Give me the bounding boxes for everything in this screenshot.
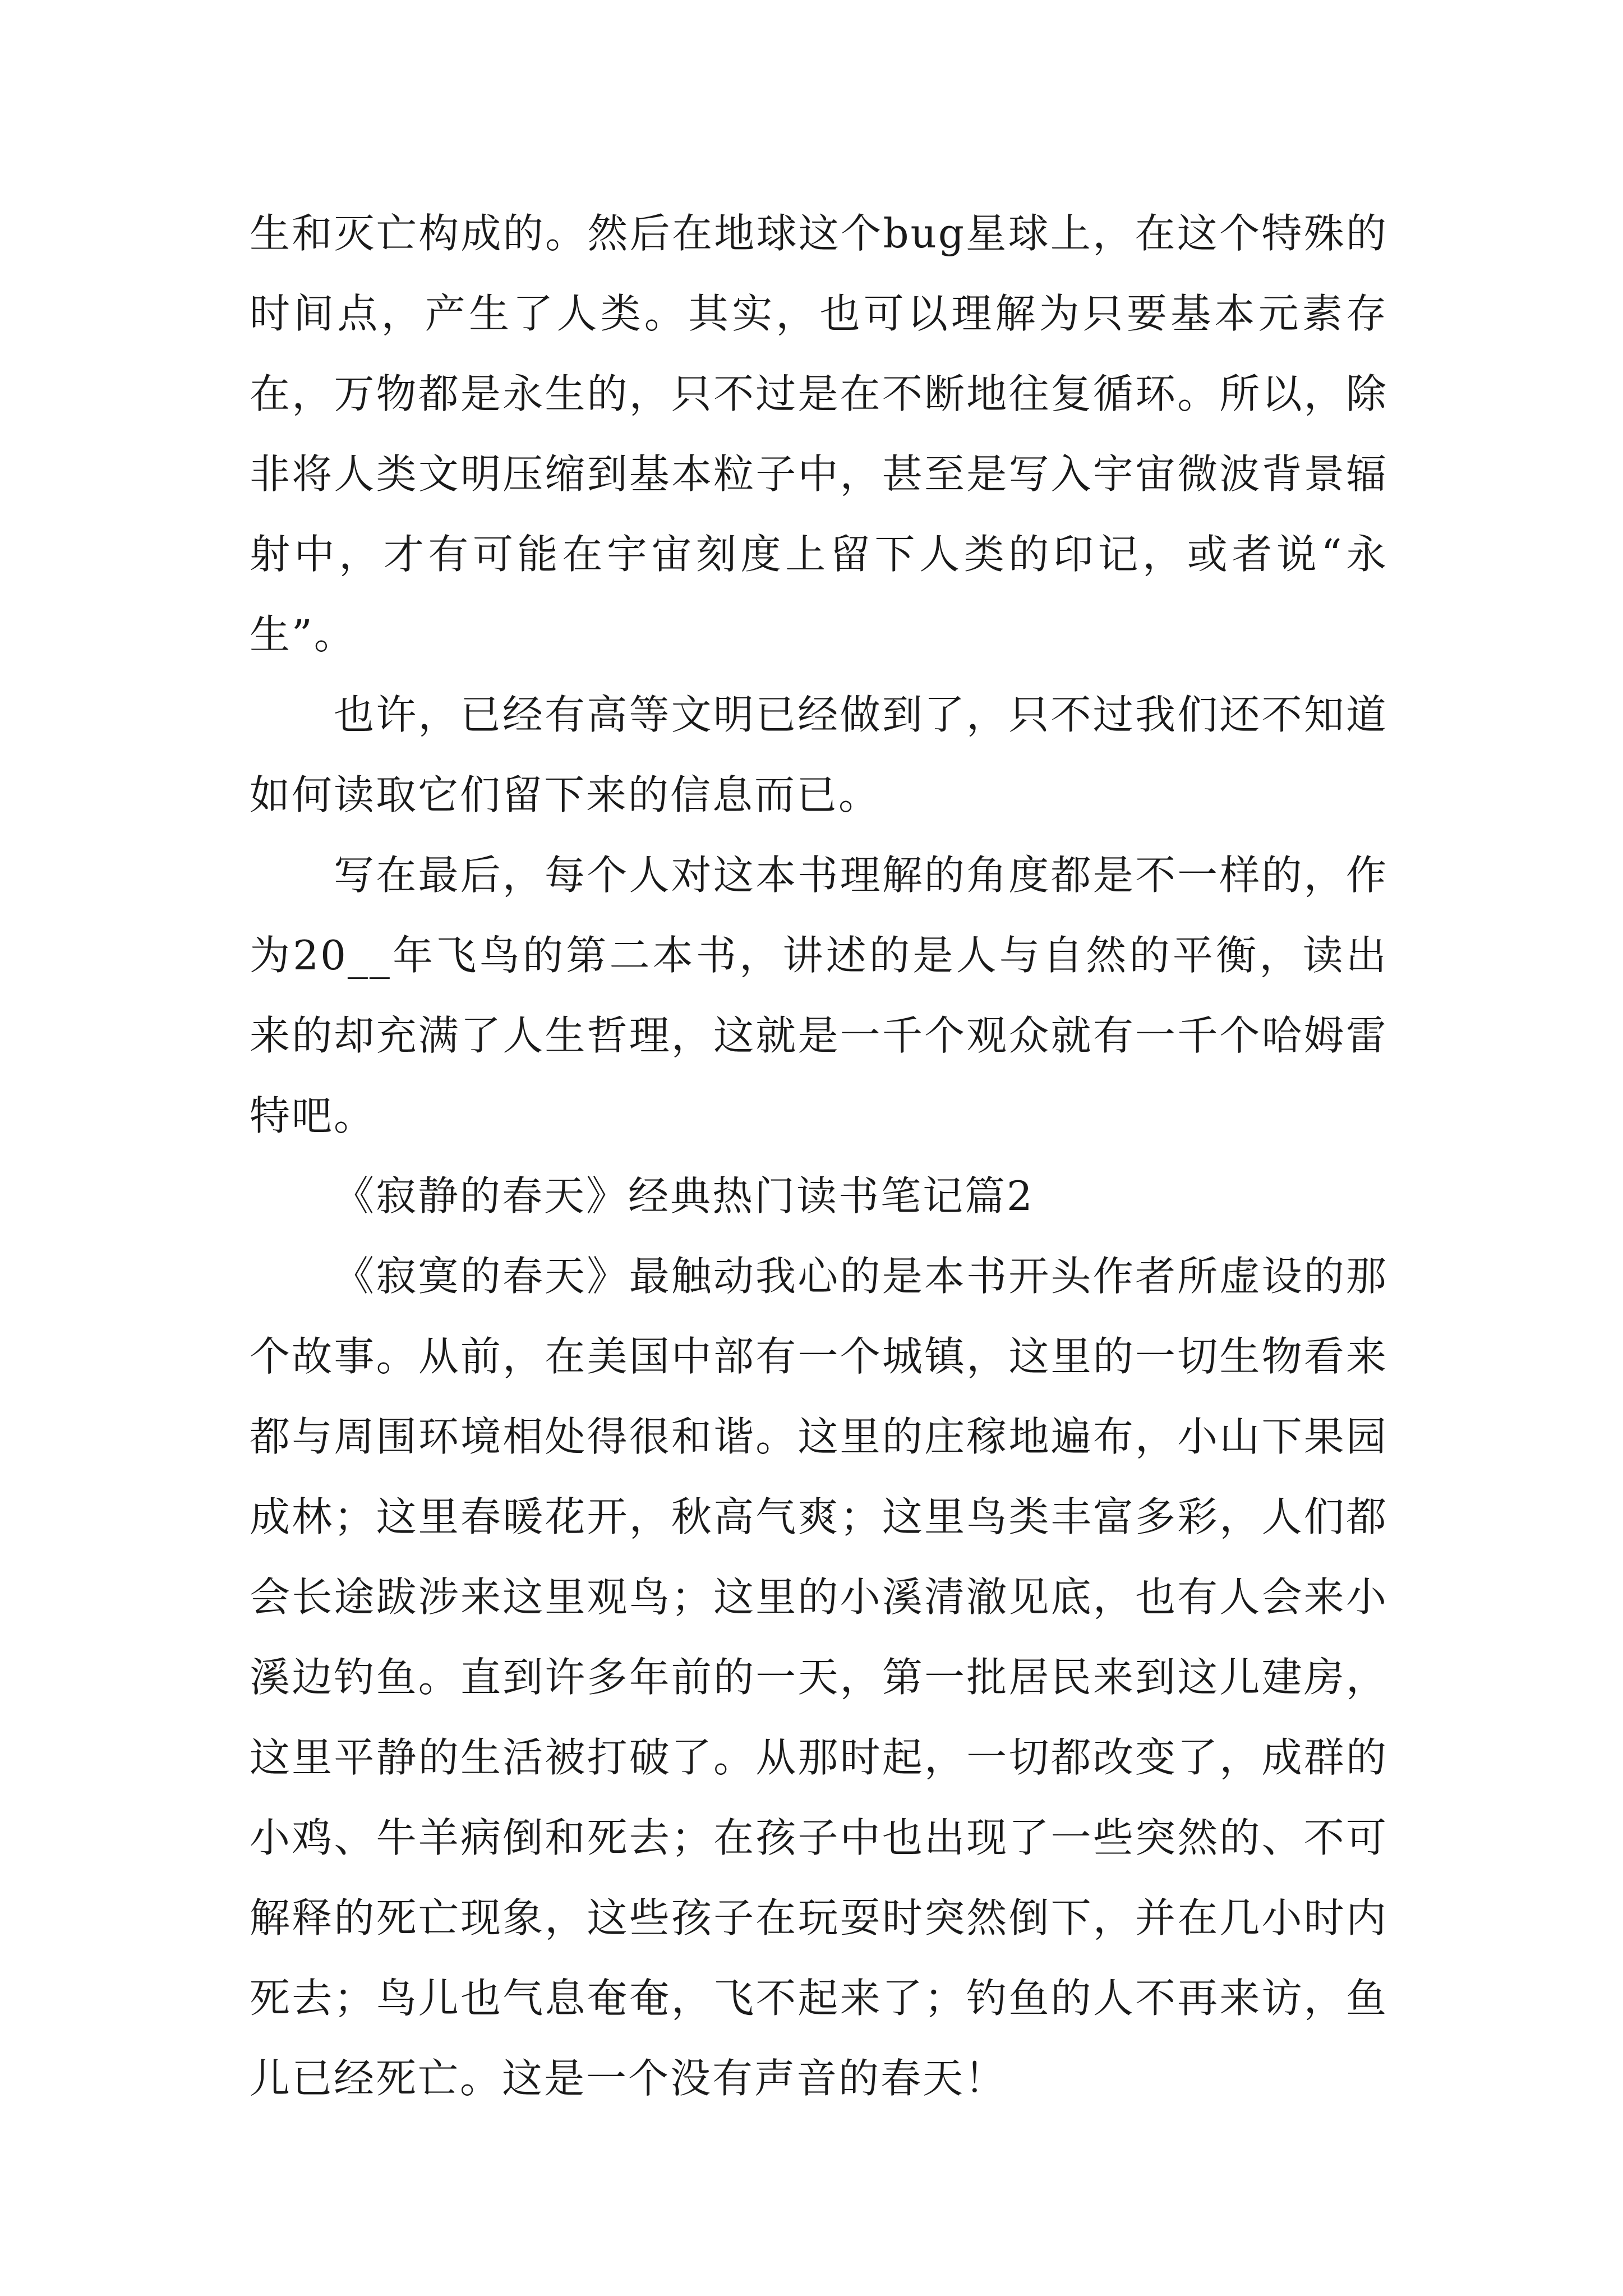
paragraph-continued: 生和灭亡构成的。然后在地球这个bug星球上，在这个特殊的时间点，产生了人类。其实，也可以理解为只要基本元素存在，万物都是永生的，只不过是在不断地往复循环。所以，除非将人类文明压缩到基本粒子中，甚至是写入宇宙微波背景辐射中，才有可能在宇宙刻度上留下人类的印记，或者说“永生”。 (250, 210, 1388, 658)
paragraph: 也许，已经有高等文明已经做到了，只不过我们还不知道如何读取它们留下来的信息而已。 (250, 691, 1388, 818)
section-heading: 《寂静的春天》经典热门读书笔记篇2 (334, 1172, 1034, 1220)
document-body (250, 194, 1388, 2119)
paragraph: 写在最后，每个人对这本书理解的角度都是不一样的，作为20__年飞鸟的第二本书，讲述的是人与自然的平衡，读出来的却充满了人生哲理，这就是一千个观众就有一千个哈姆雷特吧。 (250, 852, 1388, 1139)
paragraph: 《寂寞的春天》最触动我心的是本书开头作者所虚设的那个故事。从前，在美国中部有一个城镇，这里的一切生物看来都与周围环境相处得很和谐。这里的庄稼地遍布，小山下果园成林；这里春暖花开，秋高气爽；这里鸟类丰富多彩，人们都会长途跋涉来这里观鸟；这里的小溪清澈见底，也有人会来小溪边钓鱼。直到许多年前的一天，第一批居民来到这儿建房，这里平静的生活被打破了。从那时起，一切都改变了，成群的小鸡、牛羊病倒和死去；在孩子中也出现了一些突然的、不可解释的死亡现象，这些孩子在玩耍时突然倒下，并在几小时内死去；鸟儿也气息奄奄，飞不起来了；钓鱼的人不再来访，鱼儿已经死亡。这是一个没有声音的春天！ (250, 1253, 1388, 2102)
